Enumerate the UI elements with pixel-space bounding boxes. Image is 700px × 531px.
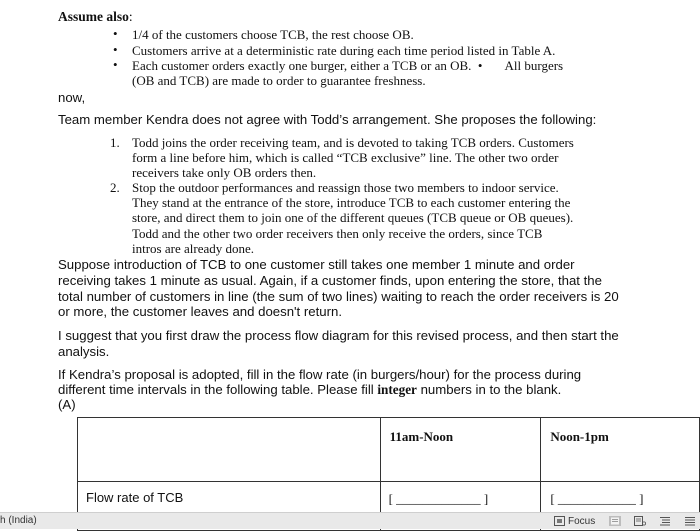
list-number: 1. — [110, 135, 120, 150]
list-item-line: Stop the outdoor performances and reassign those two members to indoor service. — [132, 180, 559, 195]
list-item-line: intros are already done. — [132, 241, 255, 256]
proposal-intro: Team member Kendra does not agree with Todd’s arrangement. She proposes the following: — [58, 112, 597, 127]
list-item-line: receivers take only OB orders then. — [132, 165, 317, 180]
focus-icon — [554, 516, 565, 526]
web-layout-icon[interactable] — [659, 516, 671, 526]
table-header-row — [78, 418, 700, 482]
bullet-text: Customers arrive at a deterministic rate during each time period listed in Table A. — [132, 43, 556, 58]
list-item-line: store, and direct them to join one of the different queues (TCB queue or OB queues). — [132, 210, 574, 225]
focus-button[interactable] — [554, 515, 595, 527]
outline-icon[interactable] — [684, 516, 696, 526]
bullet-text: Each customer orders exactly one burger, either a TCB or an OB. • All burgers — [132, 58, 564, 73]
status-bar — [0, 512, 700, 529]
answer-blank-11am-noon[interactable]: [ _____________ ] — [380, 482, 541, 531]
bullet-text: (OB and TCB) are made to order to guarantee freshness. — [132, 73, 426, 88]
now-text: now, — [58, 90, 86, 105]
bullet-marker: • — [113, 26, 118, 41]
bullet-marker: • — [113, 57, 118, 72]
list-item-line: Todd and the other two order receivers then only receive the orders, since TCB — [132, 226, 543, 241]
kendra-line: If Kendra’s proposal is adopted, fill in the flow rate (in burgers/hour) for the process during — [58, 367, 582, 382]
kendra-line: different time intervals in the following table. Please fill integer numbers in to the blank. — [58, 382, 562, 397]
assume-heading: Assume also: — [58, 9, 133, 24]
language-indicator[interactable]: h (India) — [0, 515, 37, 526]
read-mode-icon[interactable] — [634, 516, 646, 526]
list-item-line: Todd joins the order receiving team, and is devoted to taking TCB orders. Customers — [132, 135, 574, 150]
suppose-line: total number of customers in line (the sum of two lines) waiting to reach the order receivers is 20 — [58, 289, 619, 304]
bullet-text: 1/4 of the customers choose TCB, the rest choose OB. — [132, 27, 414, 42]
table-header-empty — [78, 418, 381, 482]
column-header-noon-1pm: Noon-1pm — [541, 418, 700, 482]
suppose-line: receiving takes 1 minute as usual. Again, if a customer finds, upon entering the store, that the — [58, 273, 602, 288]
bullet-marker: • — [113, 42, 118, 57]
list-number: 2. — [110, 180, 120, 195]
list-item-line: They stand at the entrance of the store, introduce TCB to each customer entering the — [132, 195, 571, 210]
print-layout-icon[interactable] — [609, 516, 621, 526]
column-header-11am-noon: 11am-Noon — [380, 418, 541, 482]
suggest-line: I suggest that you first draw the process flow diagram for this revised process, and then start the — [58, 328, 619, 343]
integer-emphasis: integer — [377, 382, 417, 397]
list-item-line: form a line before him, which is called “TCB exclusive” line. The other two order — [132, 150, 559, 165]
focus-label: Focus — [568, 515, 596, 527]
answer-blank-noon-1pm[interactable]: [ ____________ ] — [541, 482, 700, 531]
suppose-line: Suppose introduction of TCB to one customer still takes one member 1 minute and order — [58, 257, 575, 272]
row-label-flow-rate-tcb: Flow rate of TCB — [78, 482, 381, 531]
table-label-a: (A) — [58, 397, 76, 412]
suggest-line: analysis. — [58, 344, 110, 359]
suppose-line: or more, the customer leaves and doesn't return. — [58, 304, 342, 319]
